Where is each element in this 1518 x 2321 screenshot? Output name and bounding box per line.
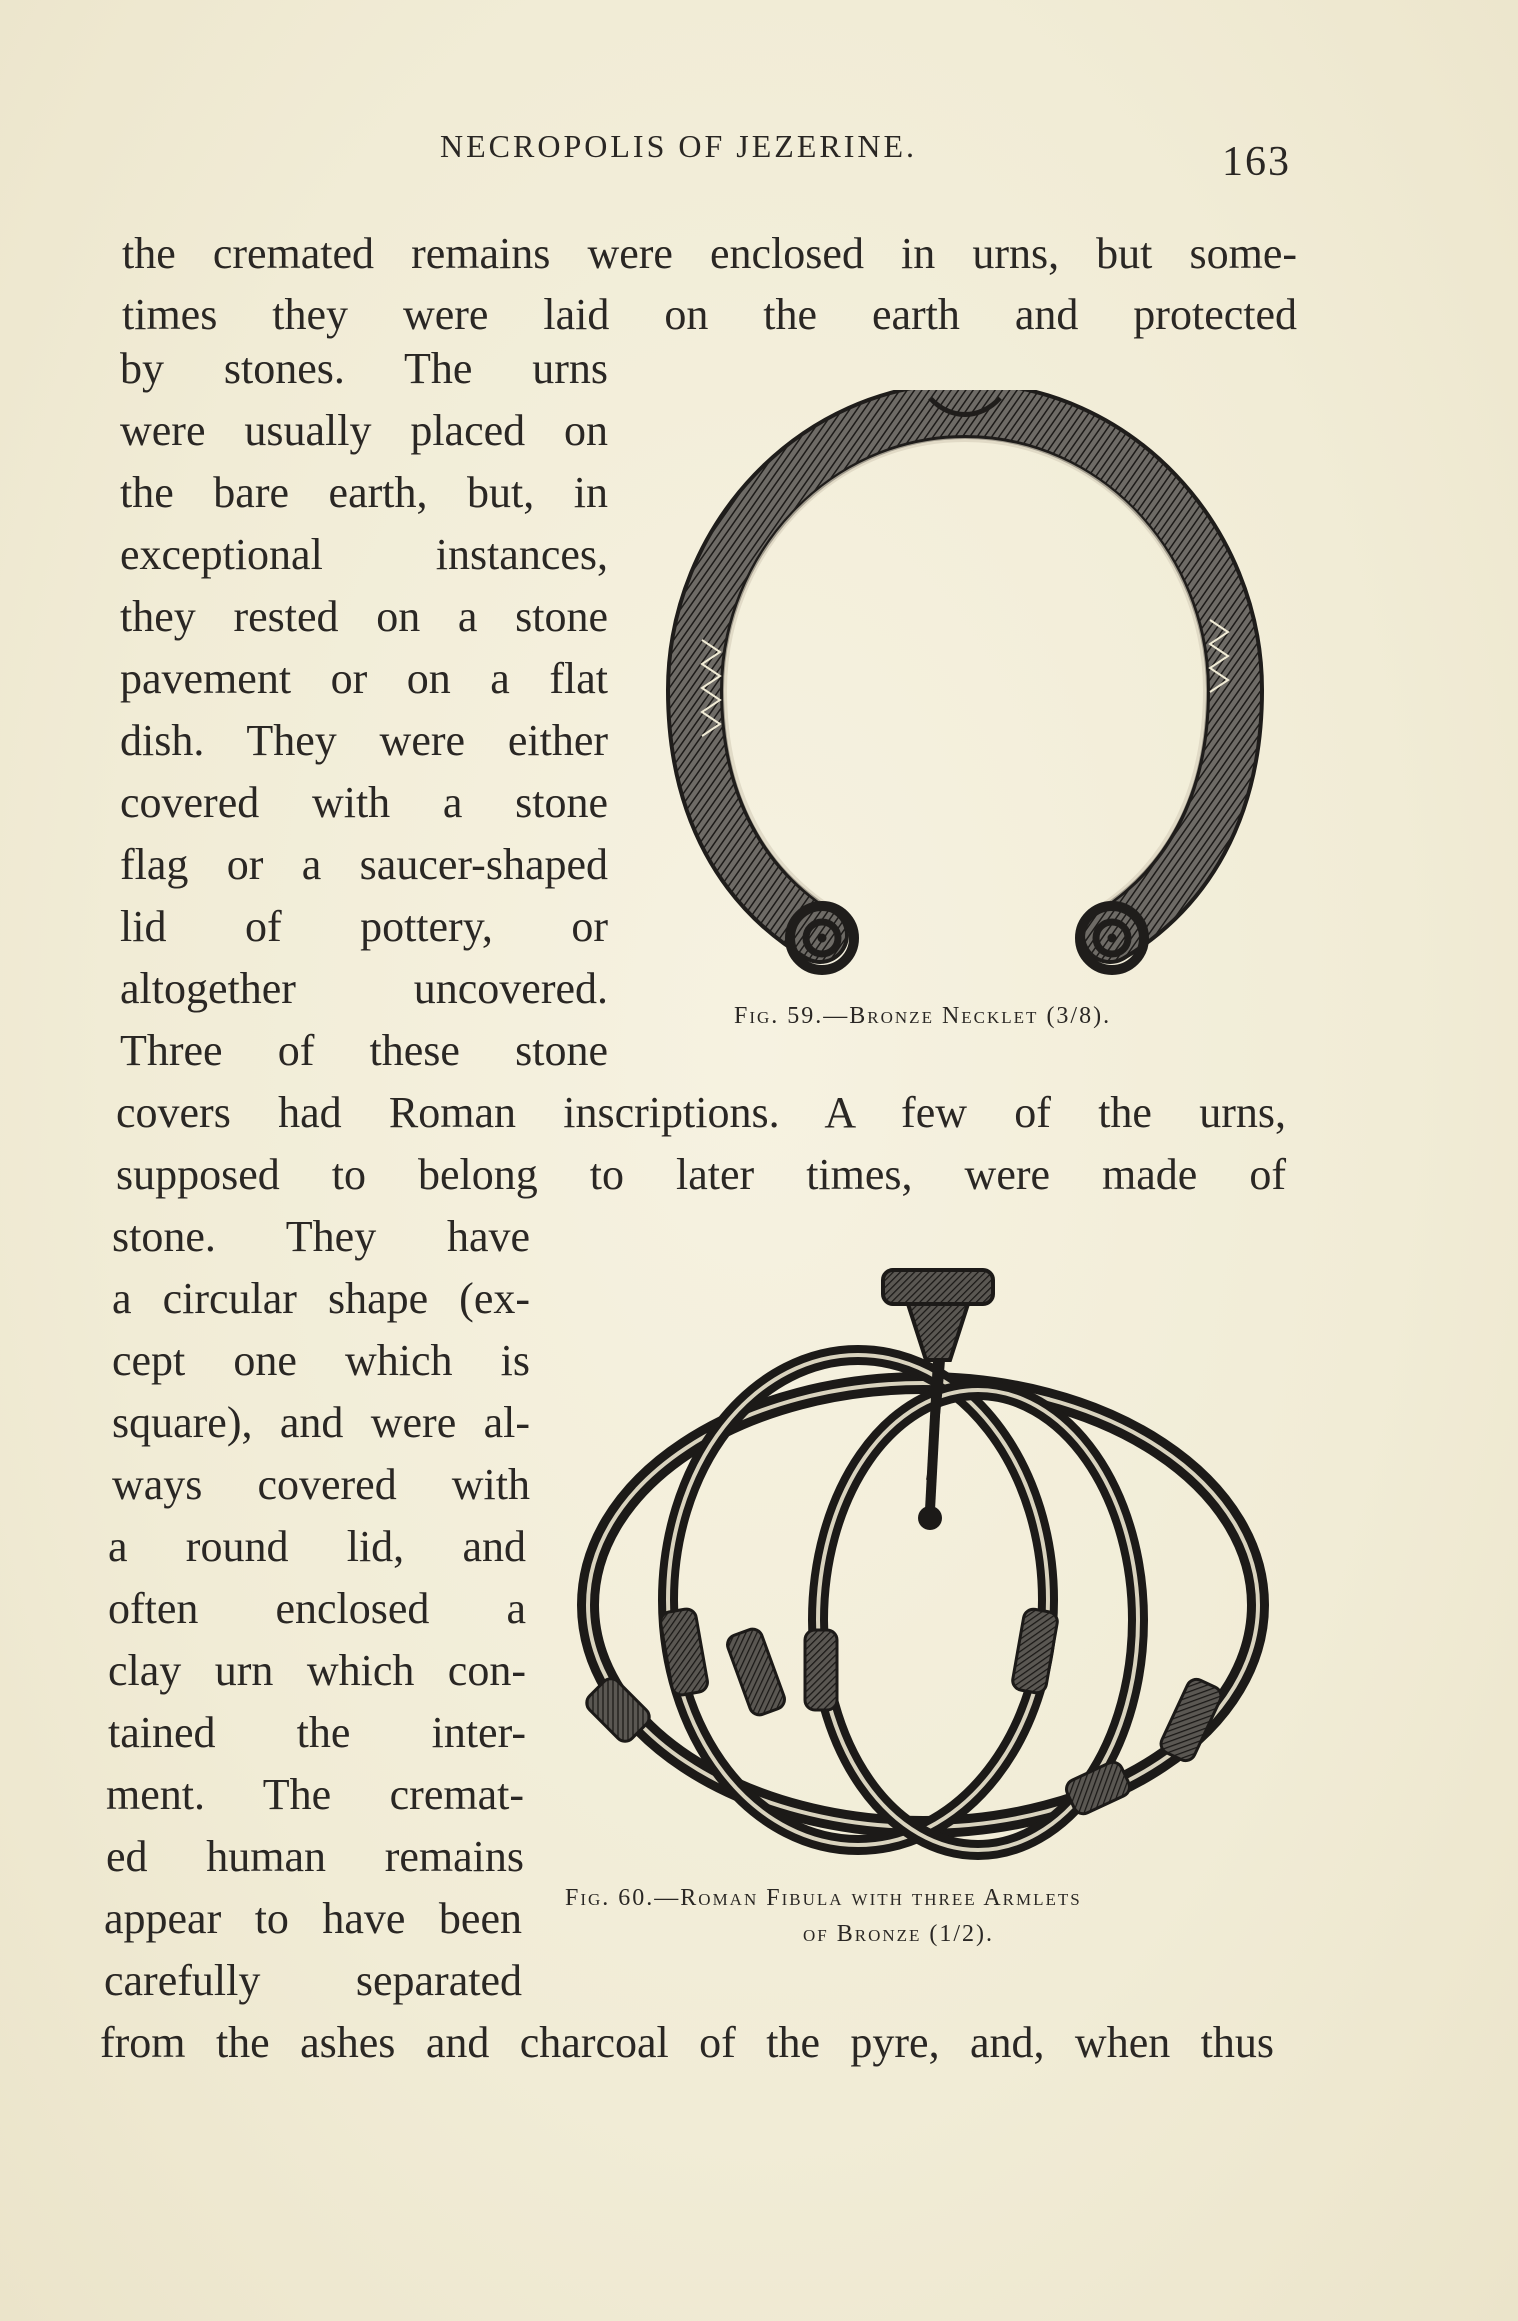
- text-line: carefully separated: [104, 1956, 522, 2005]
- text-line: ed human remains: [106, 1832, 524, 1881]
- text-line: ways covered with: [112, 1460, 530, 1509]
- text-line: stone. They have: [112, 1212, 530, 1261]
- text-line: dish. They were either: [120, 716, 608, 765]
- text-line: exceptional instances,: [120, 530, 608, 579]
- figure-60-caption-line2: of Bronze (1/2).: [803, 1921, 995, 1947]
- text-line: often enclosed a: [108, 1584, 526, 1633]
- text-line: Three of these stone: [120, 1026, 608, 1075]
- text-line: times they were laid on the earth and protected: [122, 290, 1297, 339]
- figure-60-caption-line1: Fig. 60.—Roman Fibula with three Armlets: [565, 1885, 1082, 1911]
- text-line: a round lid, and: [108, 1522, 526, 1571]
- text-line: covers had Roman inscriptions. A few of the urns,: [116, 1088, 1286, 1137]
- figure-59-caption: Fig. 59.—Bronze Necklet (3/8).: [734, 1003, 1112, 1029]
- text-line: appear to have been: [104, 1894, 522, 1943]
- fibula-armlets-engraving-icon: [568, 1250, 1278, 1870]
- text-line: the cremated remains were enclosed in urns, but some-: [122, 229, 1297, 278]
- bronze-necklet-engraving-icon: [650, 390, 1280, 980]
- text-line: a circular shape (ex-: [112, 1274, 530, 1323]
- text-line: clay urn which con-: [108, 1646, 526, 1695]
- text-line: altogether uncovered.: [120, 964, 608, 1013]
- text-line: the bare earth, but, in: [120, 468, 608, 517]
- text-line: tained the inter-: [108, 1708, 526, 1757]
- page-number: 163: [1222, 139, 1291, 185]
- text-line: cept one which is: [112, 1336, 530, 1385]
- text-line: supposed to belong to later times, were made of: [116, 1150, 1286, 1199]
- text-line: were usually placed on: [120, 406, 608, 455]
- text-line: flag or a saucer-shaped: [120, 840, 608, 889]
- running-title: NECROPOLIS OF JEZERINE.: [440, 128, 918, 164]
- text-line: by stones. The urns: [120, 344, 608, 393]
- text-line: from the ashes and charcoal of the pyre, and, when thus: [100, 2018, 1274, 2067]
- text-line: they rested on a stone: [120, 592, 608, 641]
- text-line: pavement or on a flat: [120, 654, 608, 703]
- text-line: lid of pottery, or: [120, 902, 608, 951]
- text-line: ment. The cremat-: [106, 1770, 524, 1819]
- text-line: square), and were al-: [112, 1398, 530, 1447]
- text-line: covered with a stone: [120, 778, 608, 827]
